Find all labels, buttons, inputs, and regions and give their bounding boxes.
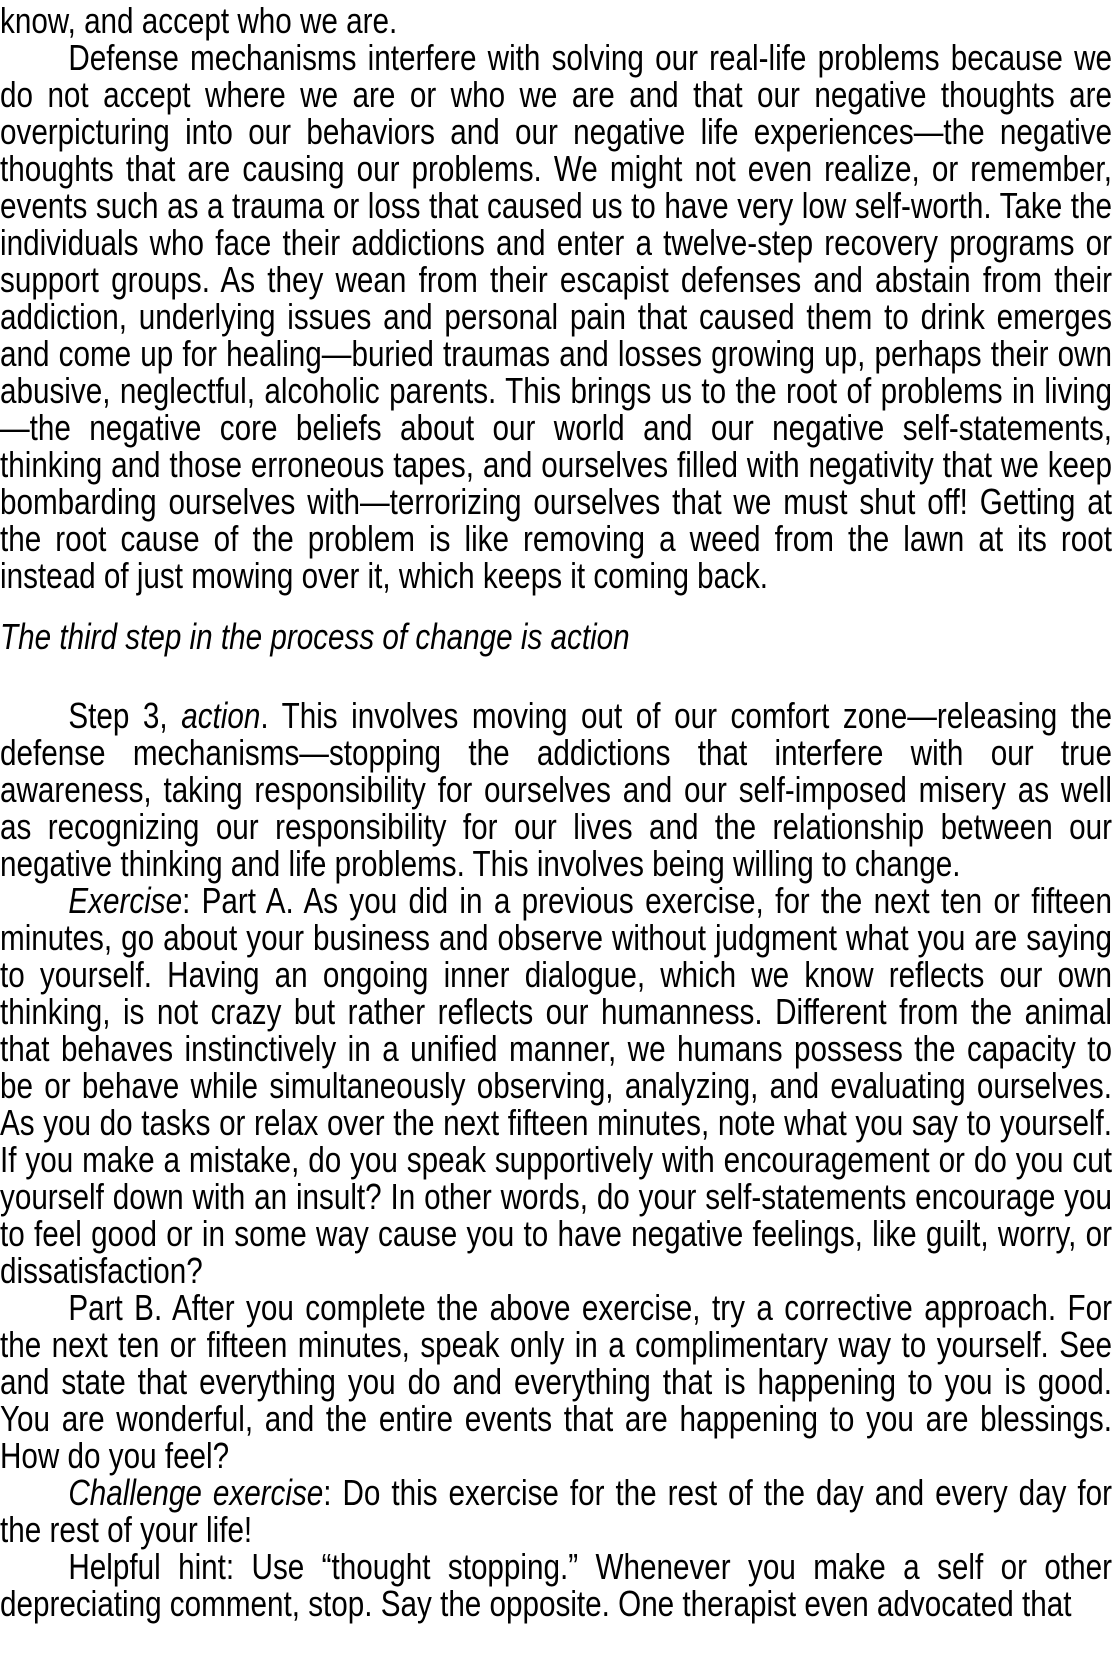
text-segment: Part B. After you complete the above exercise, try a corrective approach. For the next ten or fifteen minutes, speak only in a complimentary way to yourself. See and state that everything you do and everything that is happening to you is good. You are wonderful, and the entire events that are happening to you are blessings. How do you feel?: [0, 1287, 1112, 1476]
italic-text-segment: Challenge exercise: [68, 1472, 324, 1513]
italic-text-segment: action: [181, 695, 261, 736]
text-segment: : Part A. As you did in a previous exercise, for the next ten or fifteen minutes, go about your business and observe without judgment what you are saying to yourself. Having an ongoing inner dialogue, which we know reflects our own thinking, is not crazy but rather reflects our humanness. Different from the animal that behaves instinctively in a unified manner, we humans possess the capacity to be or behave while simultaneously observing, analyzing, and evaluating ourselves. As you do tasks or relax over the next fifteen minutes, note what you say to yourself. If you make a mistake, do you speak supportively with encouragement or do you cut yourself down with an insult? In other words, do your self-statements encourage you to feel good or in some way cause you to have negative feelings, like guilt, worry, or dissatisfaction?: [0, 880, 1112, 1291]
text-segment: Helpful hint: Use “thought stopping.” Whenever you make a self or other depreciating comment, stop. Say the opposite. One therapist even advocated that: [0, 1546, 1112, 1624]
paragraph: [0, 2, 1112, 39]
italic-text-segment: The third step in the process of change is action: [0, 616, 630, 657]
paragraph: [0, 882, 1112, 1289]
section-heading: [0, 618, 1112, 655]
paragraph: [0, 1289, 1112, 1474]
paragraph: [0, 697, 1112, 882]
text-segment: Defense mechanisms interfere with solving our real-life problems because we do not accept where we are or who we are and that our negative thoughts are overpicturing into our behaviors and our negative life experiences—the negative thoughts that are causing our problems. We might not even realize, or remember, events such as a trauma or loss that caused us to have very low self-worth. Take the individuals who face their addictions and enter a twelve-step recovery programs or support groups. As they wean from their escapist defenses and abstain from their addiction, underlying issues and personal pain that caused them to drink emerges and come up for healing—buried traumas and losses growing up, perhaps their own abusive, neglectful, alcoholic parents. This brings us to the root of problems in living—the negative core beliefs about our world and our negative self-statements, thinking and those erroneous tapes, and ourselves filled with negativity that we keep bombarding ourselves with—terrorizing ourselves that we must shut off! Getting at the root cause of the problem is like removing a weed from the lawn at its root instead of just mowing over it, which keeps it coming back.: [0, 37, 1112, 596]
text-segment: : Do this exercise for the rest of the day and every day for the rest of your life!: [0, 1472, 1112, 1550]
paragraph: [0, 1474, 1112, 1548]
text-segment: . This involves moving out of our comfort zone—releasing the defense mechanisms—stopping the addictions that interfere with our true awareness, taking responsibility for ourselves and our self-imposed misery as well as recognizing our responsibility for our lives and the relationship between our negative thinking and life problems. This involves being willing to change.: [0, 695, 1112, 884]
paragraph: [0, 1548, 1112, 1622]
paragraph: [0, 39, 1112, 594]
text-segment: know, and accept who we are.: [0, 0, 398, 41]
text-segment: Step 3,: [68, 695, 182, 736]
italic-text-segment: Exercise: [68, 880, 183, 921]
